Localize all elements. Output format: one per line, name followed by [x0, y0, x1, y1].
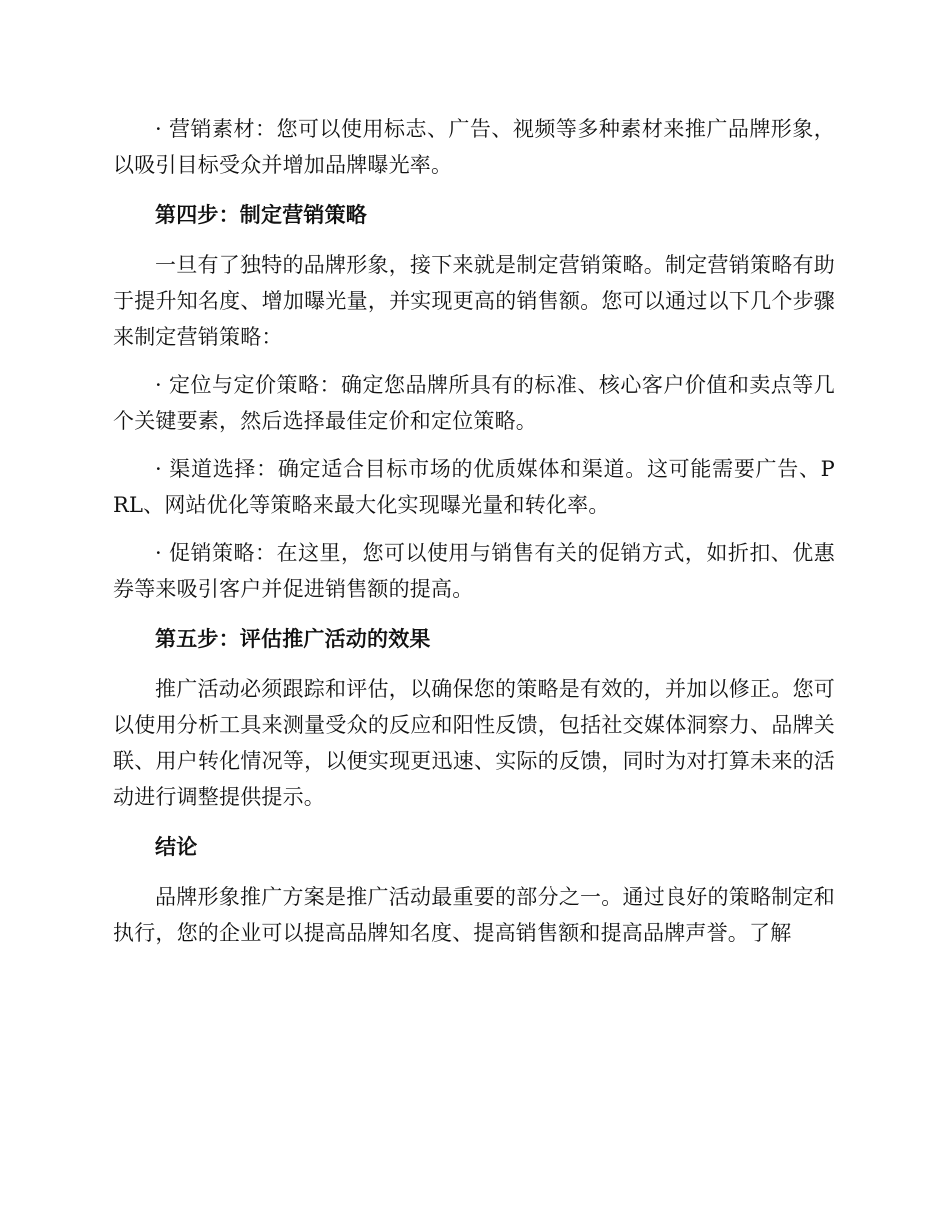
paragraph-positioning-pricing: · 定位与定价策略：确定您品牌所具有的标准、核心客户价值和卖点等几个关键要素，然后选择最佳定价和定位策略。 — [113, 373, 835, 433]
spacer — [113, 183, 835, 197]
paragraph-channel-selection: · 渠道选择：确定适合目标市场的优质媒体和渠道。这可能需要广告、PRL、网站优化等策略来最大化实现曝光量和转化率。 — [113, 457, 835, 517]
spacer — [113, 815, 835, 829]
spacer — [113, 355, 835, 367]
document-page — [113, 111, 835, 951]
paragraph-conclusion-text: 品牌形象推广方案是推广活动最重要的部分之一。通过良好的策略制定和执行，您的企业可以提高品牌知名度、提高销售额和提高品牌声誉。了解 — [113, 885, 835, 945]
paragraph-promotion-strategy: · 促销策略：在这里，您可以使用与销售有关的促销方式，如折扣、优惠券等来吸引客户并促进销售额的提高。 — [113, 541, 835, 601]
paragraph-marketing-strategy-intro: 一旦有了独特的品牌形象，接下来就是制定营销策略。制定营销策略有助于提升知名度、增加曝光量，并实现更高的销售额。您可以通过以下几个步骤来制定营销策略： — [113, 253, 835, 349]
spacer — [113, 439, 835, 451]
spacer — [113, 865, 835, 879]
spacer — [113, 657, 835, 671]
spacer — [113, 523, 835, 535]
heading-conclusion: 结论 — [155, 835, 198, 859]
spacer — [113, 233, 835, 247]
paragraph-evaluate-effect: 推广活动必须跟踪和评估，以确保您的策略是有效的，并加以修正。您可以使用分析工具来测量受众的反应和阳性反馈，包括社交媒体洞察力、品牌关联、用户转化情况等，以便实现更迅速、实际的反馈，同时为对打算未来的活动进行调整提供提示。 — [113, 677, 835, 809]
heading-step-five: 第五步：评估推广活动的效果 — [155, 627, 431, 651]
paragraph-marketing-materials: · 营销素材：您可以使用标志、广告、视频等多种素材来推广品牌形象，以吸引目标受众并增加品牌曝光率。 — [113, 117, 835, 177]
spacer — [113, 607, 835, 621]
heading-step-four: 第四步：制定营销策略 — [155, 203, 367, 227]
